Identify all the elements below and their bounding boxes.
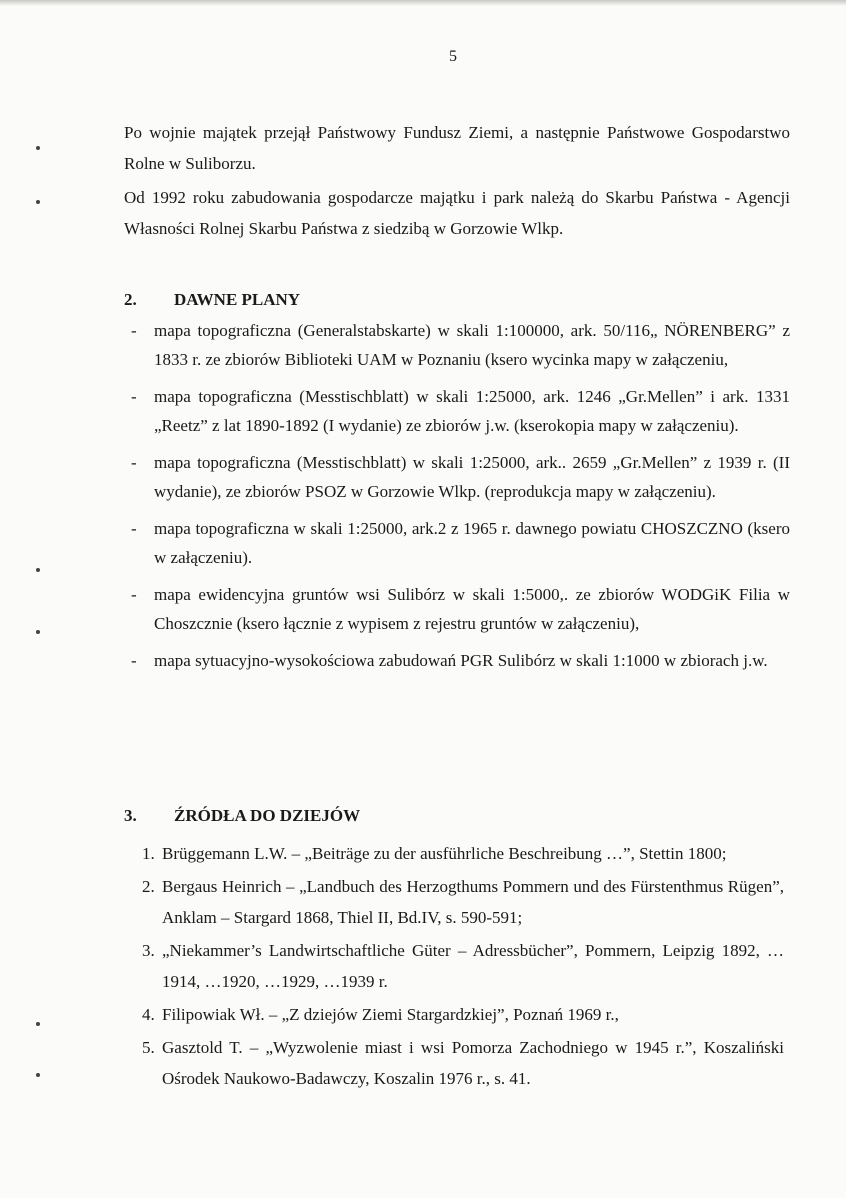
intro-paragraph: Od 1992 roku zabudowania gospodarcze majątku i park należą do Skarbu Państwa - Agencji Własności Rolnej Skarbu Państwa z siedzibą w Gorzowie Wlkp. (124, 188, 790, 238)
section-heading (124, 806, 360, 826)
dash-bullet: - (131, 453, 137, 472)
dash-bullet: - (131, 321, 137, 340)
section-heading (124, 290, 300, 310)
section-number: 3. (124, 806, 137, 825)
dash-bullet: - (131, 585, 137, 604)
margin-mark (36, 1073, 40, 1077)
sources-list (142, 838, 784, 1096)
margin-mark (36, 630, 40, 634)
scan-edge (0, 0, 846, 6)
margin-mark (36, 1022, 40, 1026)
margin-mark (36, 568, 40, 572)
intro-paragraph: Po wojnie majątek przejął Państwowy Fundusz Ziemi, a następnie Państwowe Gospodarstwo Rolne w Suliborzu. (124, 123, 790, 173)
list-item: 2. Bergaus Heinrich – „Landbuch des Herzogthums Pommern und des Fürstenthmus Rügen”, Anklam – Stargard 1868, Thiel II, Bd.IV, s. 590-591; (142, 877, 784, 927)
margin-mark (36, 200, 40, 204)
dash-bullet: - (131, 519, 137, 538)
list-item: - mapa topograficzna w skali 1:25000, ark.2 z 1965 r. dawnego powiatu CHOSZCZNO (ksero w załączeniu). (124, 514, 790, 572)
list-item: - mapa sytuacyjno-wysokościowa zabudowań PGR Sulibórz w skali 1:1000 w zbiorach j.w. (124, 646, 790, 675)
page-number: 5 (449, 48, 457, 65)
dash-bullet: - (131, 651, 137, 670)
list-item: - mapa topograficzna (Messtischblatt) w skali 1:25000, ark. 1246 „Gr.Mellen” i ark. 1331 „Reetz” z lat 1890-1892 (I wydanie) ze zbiorów j.w. (kserokopia mapy w załączeniu). (124, 382, 790, 440)
list-item: - mapa topograficzna (Generalstabskarte) w skali 1:100000, ark. 50/116„ NÖRENBERG” z 1833 r. ze zbiorów Biblioteki UAM w Poznaniu (ksero wycinka mapy w załączeniu, (124, 316, 790, 374)
list-item: - mapa topograficzna (Messtischblatt) w skali 1:25000, ark.. 2659 „Gr.Mellen” z 1939 r. (II wydanie), ze zbiorów PSOZ w Gorzowie Wlkp. (reprodukcja mapy w załączeniu). (124, 448, 790, 506)
section-title: ŹRÓDŁA DO DZIEJÓW (174, 806, 361, 825)
list-item: 4. Filipowiak Wł. – „Z dziejów Ziemi Stargardzkiej”, Poznań 1969 r., (142, 1005, 619, 1024)
section-title: DAWNE PLANY (174, 290, 301, 309)
list-item: 3. „Niekammer’s Landwirtschaftliche Güter – Adressbücher”, Pommern, Leipzig 1892, …1914, …1920, …1929, …1939 r. (142, 941, 784, 991)
section-number: 2. (124, 290, 137, 309)
list-item: 1. Brüggemann L.W. – „Beiträge zu der ausführliche Beschreibung …”, Stettin 1800; (142, 844, 727, 863)
list-item: - mapa ewidencyjna gruntów wsi Sulibórz w skali 1:5000,. ze zbiorów WODGiK Filia w Choszcznie (ksero łącznie z wypisem z rejestru gruntów w załączeniu), (124, 580, 790, 638)
margin-mark (36, 146, 40, 150)
dash-bullet: - (131, 387, 137, 406)
plans-list (124, 316, 790, 683)
list-item: 5. Gasztold T. – „Wyzwolenie miast i wsi Pomorza Zachodniego w 1945 r.”, Koszaliński Ośrodek Naukowo-Badawczy, Koszalin 1976 r., s. 41. (142, 1038, 784, 1088)
